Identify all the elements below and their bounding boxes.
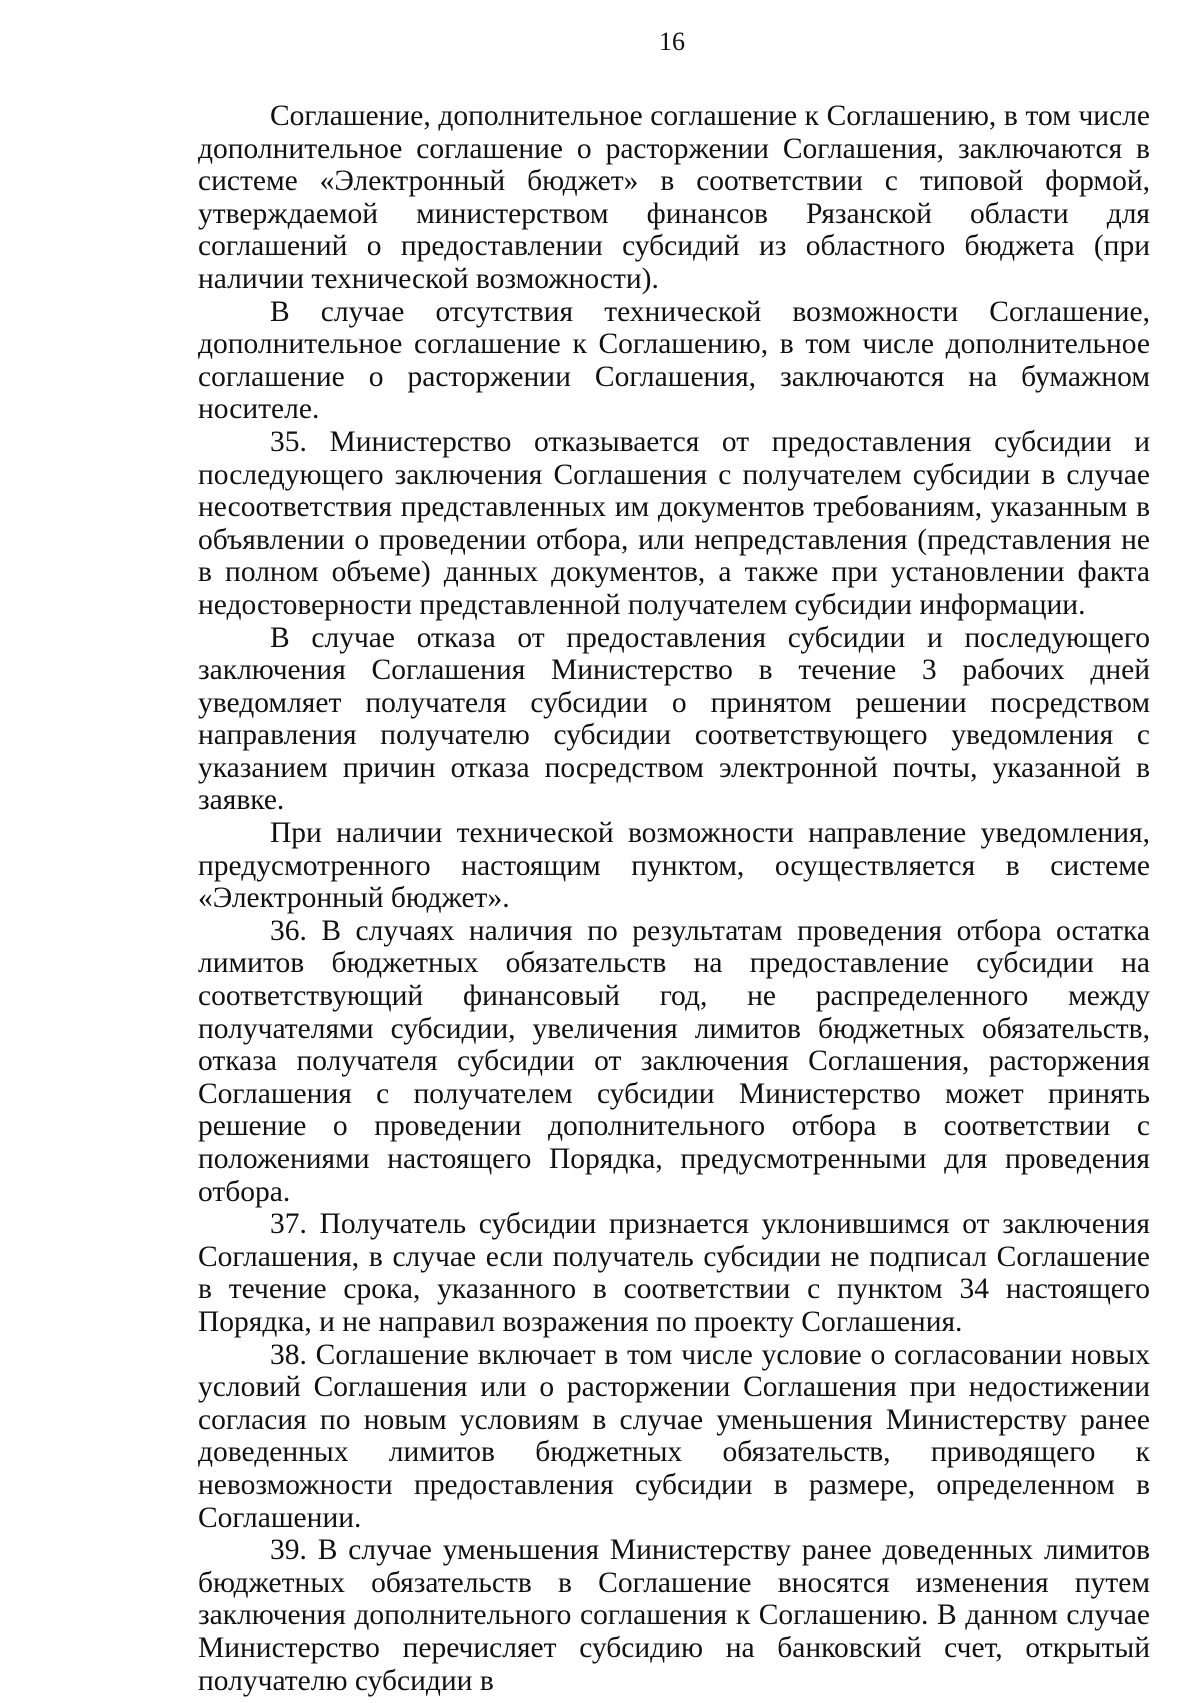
paragraph-refusal-notification: В случае отказа от предоставления субсидии и последующего заключения Соглашения Министерство в течение 3 рабочих дней уведомляет получателя субсидии о принятом решении посредством направления получателю субсидии соответствующего уведомления с указанием причин отказа посредством электронной почты, указанной в заявке. — [198, 621, 1150, 817]
page-number: 16 — [659, 27, 685, 56]
paragraph-item-39: 39. В случае уменьшения Министерству ранее доведенных лимитов бюджетных обязательств в Соглашение вносятся изменения путем заключения дополнительного соглашения к Соглашению. В данном случае Министерство перечисляет субсидию на банковский счет, открытый получателю субсидии в — [198, 1534, 1150, 1697]
paragraph-item-36: 36. В случаях наличия по результатам проведения отбора остатка лимитов бюджетных обязательств на предоставление субсидии на соответствующий финансовый год, не распределенного между получателями субсидии, увеличения лимитов бюджетных обязательств, отказа получателя субсидии от заключения Соглашения, расторжения Соглашения с получателем субсидии Министерство может принять решение о проведении дополнительного отбора в соответствии с положениями настоящего Порядка, предусмотренными для проведения отбора. — [198, 914, 1150, 1208]
paragraph-item-35: 35. Министерство отказывается от предоставления субсидии и последующего заключения Соглашения с получателем субсидии в случае несоответствия представленных им документов требованиям, указанным в объявлении о проведении отбора, или непредставления (представления не в полном объеме) данных документов, а также при установлении факта недостоверности представленной получателем субсидии информации. — [198, 425, 1150, 621]
paragraph-agreement-electronic-budget: Соглашение, дополнительное соглашение к Соглашению, в том числе дополнительное соглашение о расторжении Соглашения, заключаются в системе «Электронный бюджет» в соответствии с типовой формой, утверждаемой министерством финансов Рязанской области для соглашений о предоставлении субсидий из областного бюджета (при наличии технической возможности). — [198, 100, 1150, 295]
paragraph-item-37: 37. Получатель субсидии признается уклонившимся от заключения Соглашения, в случае если получатель субсидии не подписал Соглашение в течение срока, указанного в соответствии с пунктом 34 настоящего Порядка, и не направил возражения по проекту Соглашения. — [198, 1208, 1150, 1338]
paragraph-electronic-notification: При наличии технической возможности направление уведомления, предусмотренного настоящим пунктом, осуществляется в системе «Электронный бюджет». — [198, 817, 1150, 915]
paragraph-item-38: 38. Соглашение включает в том числе условие о согласовании новых условий Соглашения или о расторжении Соглашения при недостижении согласия по новым условиям в случае уменьшения Министерству ранее доведенных лимитов бюджетных обязательств, приводящего к невозможности предоставления субсидии в размере, определенном в Соглашении. — [198, 1338, 1150, 1534]
document-body — [198, 100, 1150, 1697]
paragraph-paper-agreement: В случае отсутствия технической возможности Соглашение, дополнительное соглашение к Соглашению, в том числе дополнительное соглашение о расторжении Соглашения, заключаются на бумажном носителе. — [198, 295, 1150, 426]
